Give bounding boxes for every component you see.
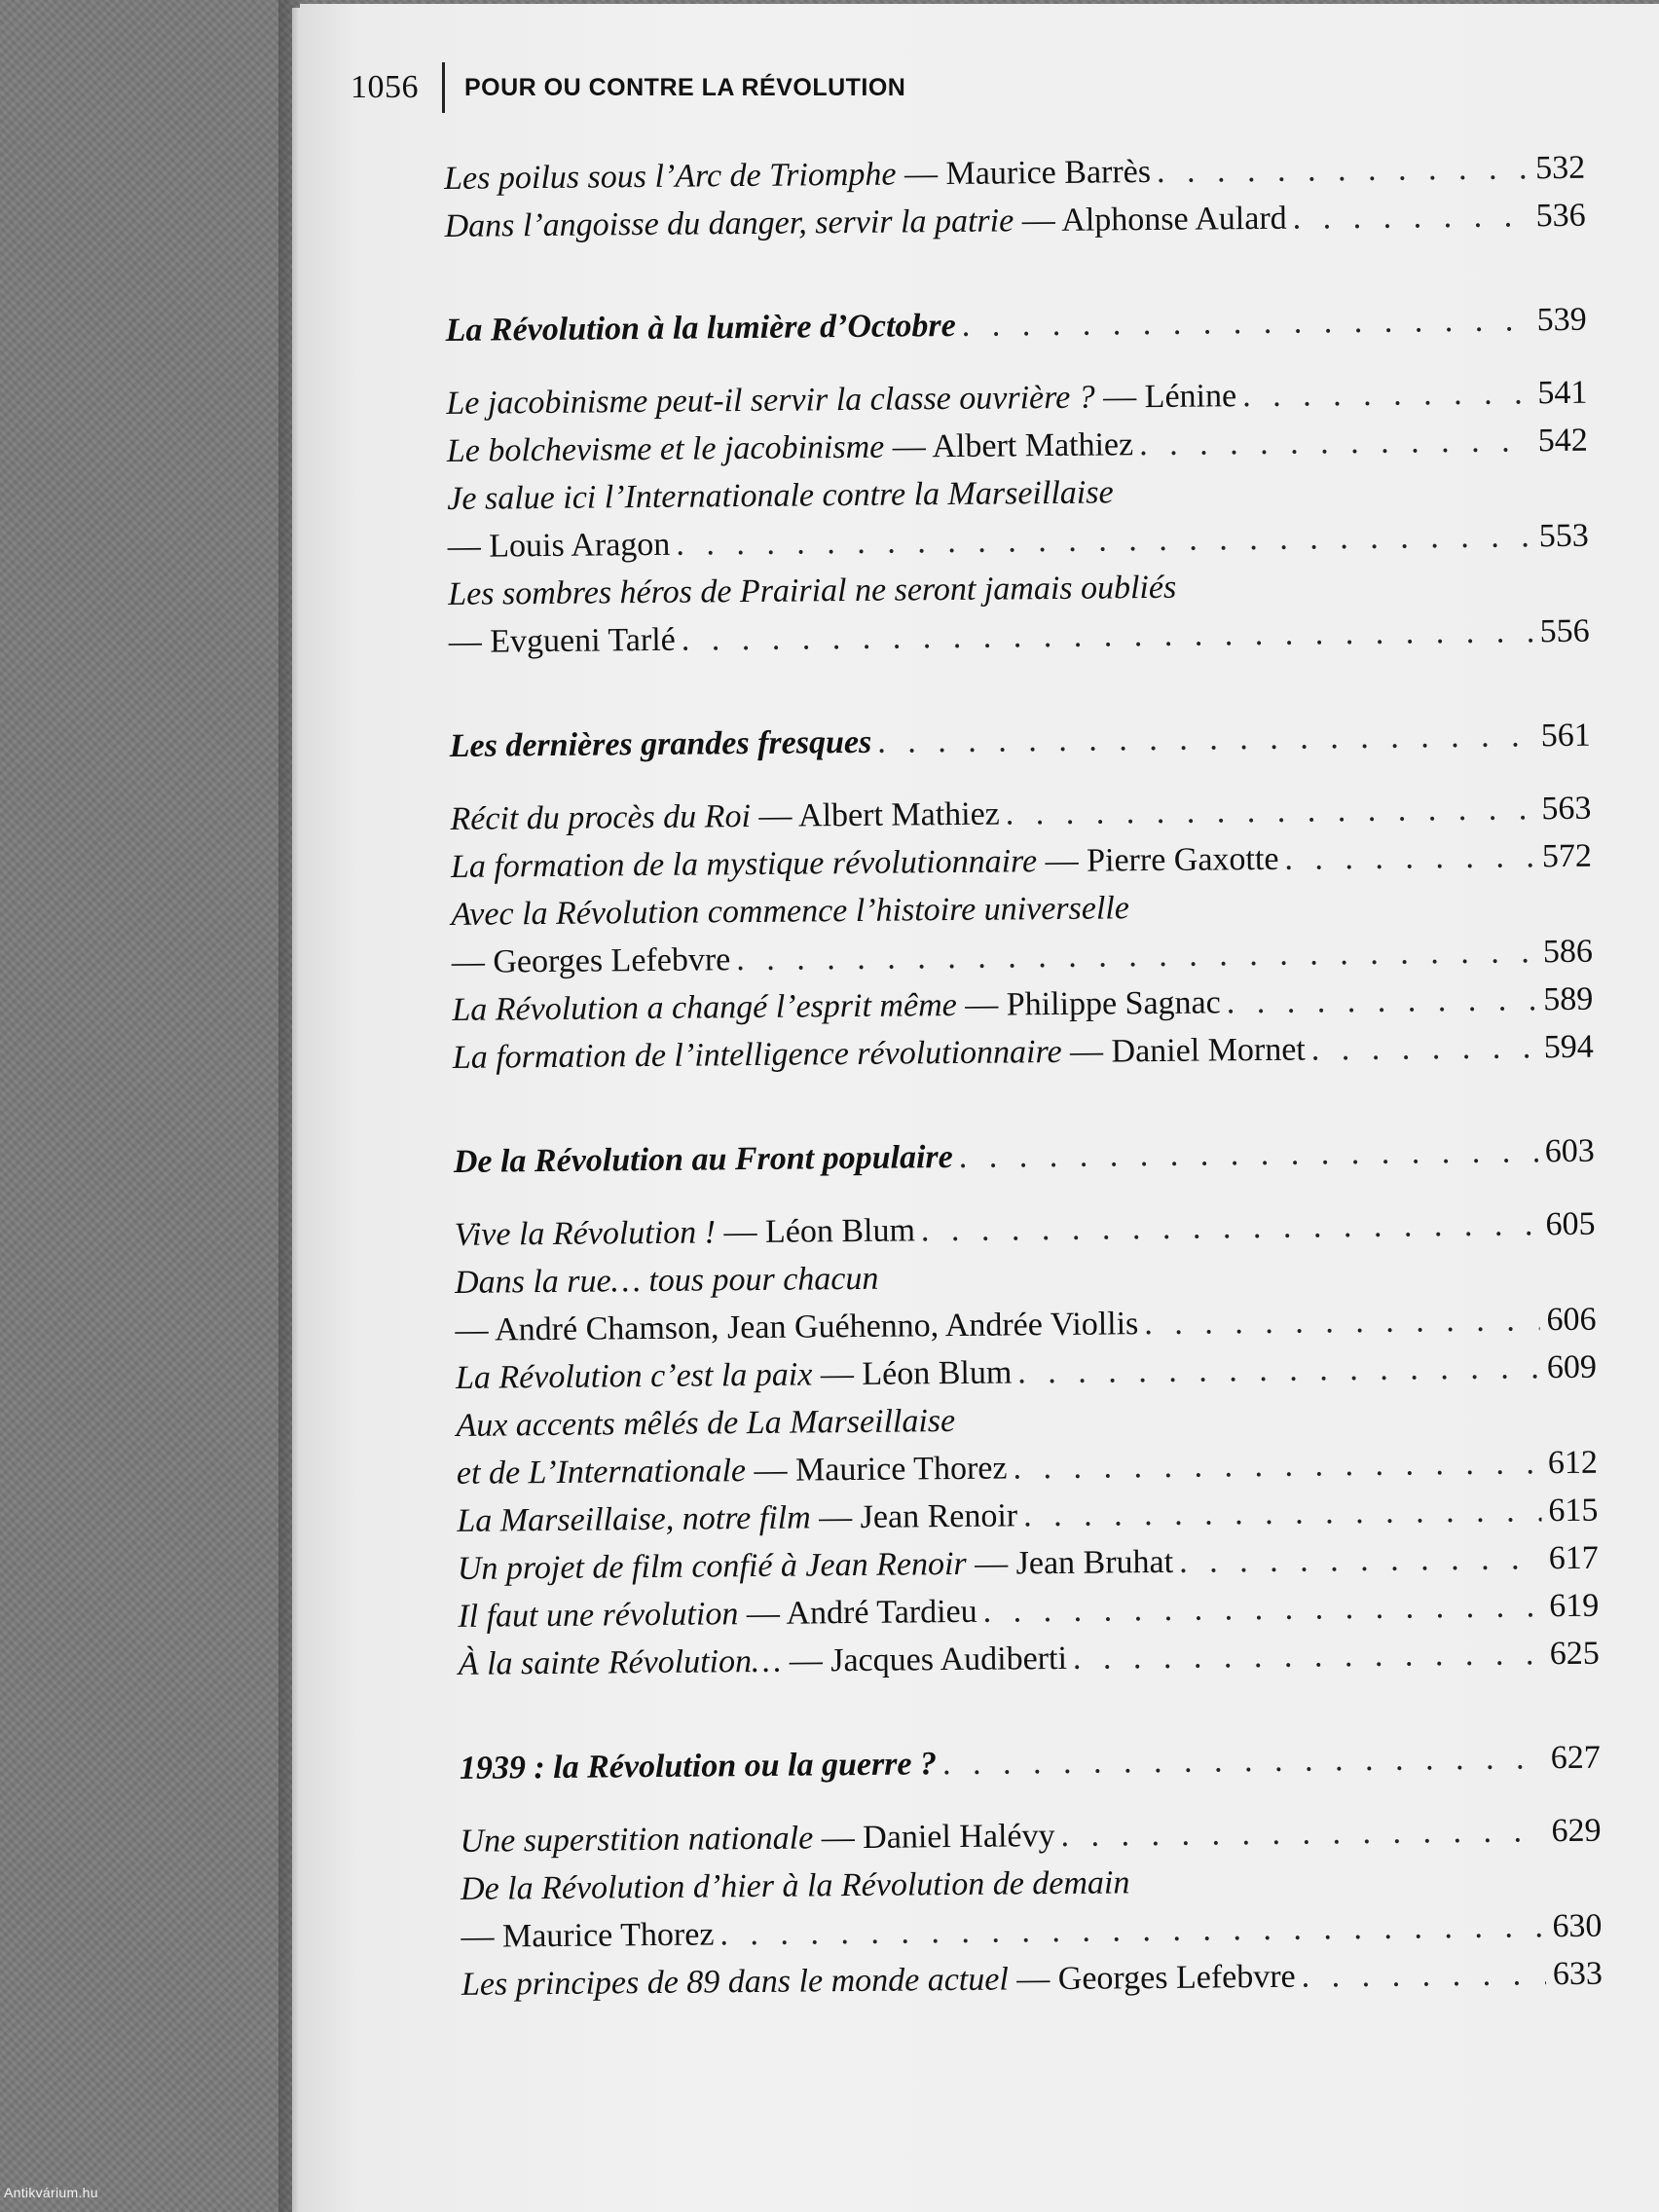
dot-leader [1023, 1493, 1542, 1534]
dot-leader [982, 1588, 1542, 1631]
page-header [350, 58, 905, 117]
entry-title: Le jacobinisme peut-il servir la classe ouvrière ? [446, 379, 1095, 422]
toc-section [445, 302, 1589, 672]
entry-author: — Evgueni Tarlé [448, 621, 676, 660]
dot-leader [1227, 981, 1537, 1021]
toc-entry [453, 1029, 1594, 1088]
dot-leader [877, 718, 1534, 760]
dot-leader [1179, 1540, 1542, 1581]
dot-leader [1060, 1813, 1544, 1855]
entry-page: 572 [1541, 837, 1593, 875]
header-divider [442, 62, 445, 113]
dot-leader [1302, 1956, 1547, 1995]
dot-leader [1293, 198, 1530, 237]
section-heading [454, 1133, 1595, 1192]
running-title: POUR OU CONTRE LA RÉVOLUTION [464, 73, 906, 101]
entry-page: 553 [1538, 517, 1589, 555]
section-page: 603 [1544, 1132, 1595, 1170]
dot-leader [959, 1133, 1538, 1176]
dot-leader [1073, 1636, 1543, 1677]
dot-leader [1144, 1302, 1540, 1343]
dot-leader [1139, 423, 1531, 463]
entry-title: Un projet de film confié à Jean Renoir [457, 1545, 967, 1587]
entry-author: — Jean Renoir [819, 1497, 1018, 1536]
entry-title: Les poilus sous l’Arc de Triomphe [444, 156, 897, 197]
entry-author: — Louis Aragon [447, 526, 671, 565]
section-page: 539 [1536, 301, 1587, 339]
dot-leader [921, 1206, 1539, 1249]
entry-title: La Marseillaise, notre film [457, 1499, 811, 1539]
entry-page: 586 [1542, 933, 1594, 971]
toc-section [444, 150, 1586, 256]
entry-title: Les sombres héros de Prairial ne seront jamais oubliés [448, 569, 1177, 612]
entry-page: 556 [1539, 612, 1590, 650]
entry-author: — Pierre Gaxotte [1045, 840, 1279, 880]
dot-leader [1006, 791, 1535, 832]
entry-page: 630 [1552, 1907, 1603, 1945]
entry-page: 541 [1537, 374, 1588, 412]
entry-author: — Jean Bruhat [974, 1543, 1174, 1582]
entry-author: — Léon Blum [820, 1354, 1013, 1393]
toc-entry [459, 1636, 1600, 1694]
entry-title: Les principes de 89 dans le monde actuel [461, 1961, 1009, 2003]
toc-entry [444, 198, 1585, 256]
dot-leader [1157, 150, 1529, 191]
dot-leader [682, 613, 1533, 658]
entry-author: — Daniel Halévy [821, 1818, 1055, 1857]
toc-section [454, 1133, 1600, 1694]
entry-page: 594 [1543, 1028, 1594, 1066]
entry-author: — Albert Mathiez [892, 426, 1134, 465]
dot-leader [942, 1740, 1544, 1783]
entry-author: — Jacques Audiberti [789, 1640, 1068, 1679]
page-number: 1056 [350, 69, 419, 105]
dot-leader [736, 934, 1536, 978]
entry-page: 609 [1546, 1348, 1598, 1386]
entry-title: La formation de l’intelligence révolutionnaire [452, 1033, 1062, 1076]
entry-author: — André Chamson, Jean Guéhenno, Andrée Viollis [455, 1306, 1139, 1348]
entry-author: — Maurice Thorez [461, 1916, 715, 1955]
dot-leader [676, 518, 1532, 563]
toc-entry [461, 1956, 1603, 2014]
entry-title: Avec la Révolution commence l’histoire universelle [451, 890, 1130, 933]
section-heading [460, 1740, 1601, 1798]
entry-page: 563 [1541, 790, 1592, 828]
entry-page: 536 [1535, 197, 1586, 235]
entry-page: 625 [1549, 1635, 1600, 1673]
entry-author: — Albert Mathiez [758, 795, 1000, 834]
dot-leader [1311, 1029, 1537, 1068]
toc-section [460, 1740, 1604, 2014]
entry-page: 589 [1543, 980, 1594, 1018]
entry-author: — Alphonse Aulard [1021, 200, 1287, 240]
entry-title: Le bolchevisme et le jacobinisme [446, 428, 885, 469]
entry-page: 619 [1549, 1587, 1600, 1625]
entry-title: La Révolution c’est la paix [455, 1356, 813, 1396]
entry-title: Je salue ici l’Internationale contre la Marseillaise [447, 474, 1114, 517]
entry-page: 612 [1547, 1444, 1599, 1482]
entry-page: 532 [1534, 149, 1586, 187]
dot-leader [1242, 375, 1531, 415]
section-heading [450, 718, 1591, 776]
section-heading [445, 302, 1586, 360]
entry-title: Dans la rue… tous pour chacun [454, 1260, 879, 1301]
entry-author: — Léon Blum [723, 1212, 916, 1251]
section-page: 561 [1540, 717, 1591, 755]
section-title: De la Révolution au Front populaire [453, 1139, 953, 1180]
section-page: 627 [1550, 1739, 1601, 1777]
dot-leader [1017, 1349, 1540, 1391]
entry-page: 606 [1546, 1301, 1597, 1339]
entry-title: Aux accents mêlés de La Marseillaise [456, 1403, 956, 1444]
entry-author: — Philippe Sagnac [965, 984, 1221, 1023]
entry-title: Une superstition nationale [460, 1820, 814, 1860]
watermark: Antikvárium.hu [4, 2185, 98, 2200]
section-title: La Révolution à la lumière d’Octobre [445, 307, 956, 349]
entry-page: 605 [1545, 1205, 1596, 1243]
entry-title: Vive la Révolution ! [454, 1214, 717, 1253]
dot-leader [719, 1908, 1545, 1953]
entry-title: Il faut une révolution [458, 1596, 739, 1635]
entry-author: — Maurice Thorez [754, 1450, 1008, 1490]
entry-title: À la sainte Révolution… [458, 1642, 782, 1682]
entry-title: La Révolution a changé l’esprit même [452, 986, 957, 1028]
entry-title: et de L’Internationale [456, 1453, 747, 1492]
entry-page: 542 [1537, 422, 1588, 460]
entry-page: 617 [1548, 1539, 1600, 1577]
dot-leader [962, 302, 1530, 345]
entry-page: 629 [1551, 1812, 1602, 1850]
entry-author: — Daniel Mornet [1069, 1031, 1306, 1070]
table-of-contents [444, 150, 1604, 2071]
entry-author: — Maurice Barrès [903, 154, 1152, 193]
dot-leader [1013, 1445, 1541, 1487]
toc-section [450, 718, 1594, 1088]
entry-page: 615 [1548, 1492, 1599, 1530]
section-title: Les dernières grandes fresques [449, 723, 872, 764]
toc-entry [449, 613, 1590, 672]
entry-title: La formation de la mystique révolutionnaire [450, 843, 1038, 885]
entry-title: Récit du procès du Roi [450, 798, 752, 837]
entry-title: De la Révolution d’hier à la Révolution de demain [460, 1864, 1130, 1907]
entry-author: — André Tardieu [746, 1593, 977, 1633]
section-title: 1939 : la Révolution ou la guerre ? [459, 1746, 938, 1787]
entry-author: — Georges Lefebvre [1016, 1958, 1296, 1998]
entry-title: Dans l’angoisse du danger, servir la patrie [444, 203, 1014, 244]
dot-leader [1284, 838, 1535, 877]
entry-page: 633 [1552, 1955, 1604, 1993]
entry-author: — Georges Lefebvre [451, 941, 731, 980]
entry-author: — Lénine [1103, 378, 1237, 416]
